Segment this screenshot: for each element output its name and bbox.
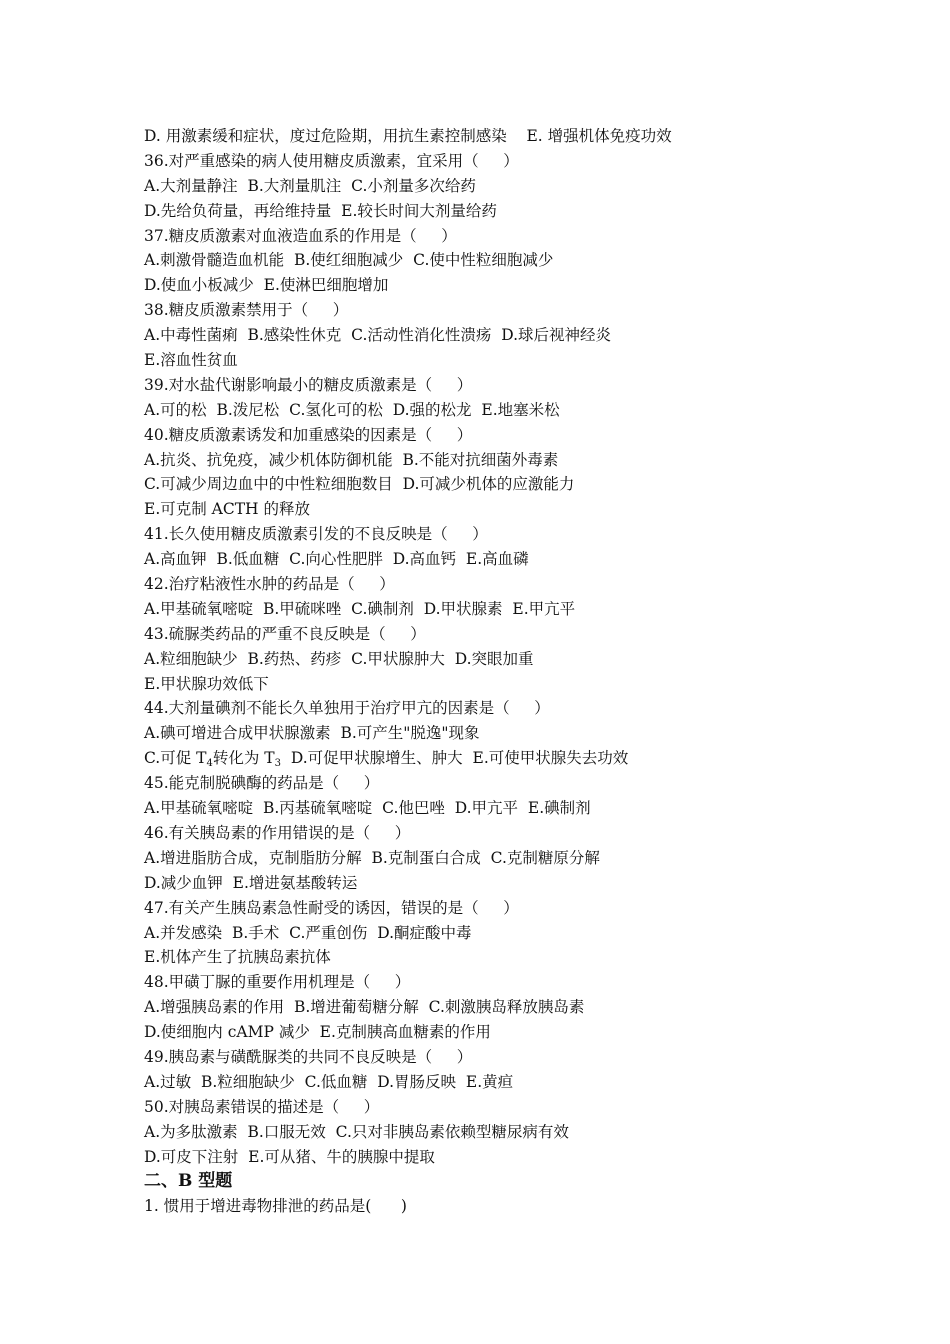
question-49: 49.胰岛素与磺酰脲类的共同不良反映是（ ） <box>144 1047 473 1066</box>
options-50-b: D.可皮下注射 E.可从猪、牛的胰腺中提取 <box>144 1147 435 1166</box>
options-45: A.甲基硫氧嘧啶 B.丙基硫氧嘧啶 C.他巴唑 D.甲亢平 E.碘制剂 <box>144 799 591 818</box>
options-36-a: A.大剂量静注 B.大剂量肌注 C.小剂量多次给药 <box>144 176 476 195</box>
document-body <box>144 124 844 1219</box>
question-41: 41.长久使用糖皮质激素引发的不良反映是（ ） <box>144 525 488 544</box>
question-36: 36.对严重感染的病人使用糖皮质激素，宜采用（ ） <box>144 151 519 170</box>
question-40: 40.糖皮质激素诱发和加重感染的因素是（ ） <box>144 425 473 444</box>
options-43-a: A.粒细胞缺少 B.药热、药疹 C.甲状腺肿大 D.突眼加重 <box>144 649 534 668</box>
options-42: A.甲基硫氧嘧啶 B.甲硫咪唑 C.碘制剂 D.甲状腺素 E.甲亢平 <box>144 599 576 618</box>
options-44-a: A.碘可增进合成甲状腺激素 B.可产生"脱逸"现象 <box>144 724 480 743</box>
options-38-a: A.中毒性菌痢 B.感染性休克 C.活动性消化性溃疡 D.球后视神经炎 <box>144 326 612 345</box>
question-37: 37.糖皮质激素对血液造血系的作用是（ ） <box>144 226 457 245</box>
question-39: 39.对水盐代谢影响最小的糖皮质激素是（ ） <box>144 375 473 394</box>
subscript-4: 4 <box>206 758 213 770</box>
question-42: 42.治疗粘液性水肿的药品是（ ） <box>144 575 395 594</box>
options-36-b: D.先给负荷量，再给维持量 E.较长时间大剂量给药 <box>144 201 497 220</box>
options-44-b-text1: C.可促 T <box>144 749 207 768</box>
options-43-b: E.甲状腺功效低下 <box>144 674 269 693</box>
options-44-b-text2: 转化为 T <box>212 749 275 768</box>
options-40-c: E.可克制 ACTH 的释放 <box>144 500 311 519</box>
options-44-b-text3: D.可促甲状腺增生、肿大 E.可使甲状腺失去功效 <box>281 749 629 768</box>
options-47-a: A.并发感染 B.手术 C.严重创伤 D.酮症酸中毒 <box>144 923 472 942</box>
options-49: A.过敏 B.粒细胞缺少 C.低血糖 D.胃肠反映 E.黄疸 <box>144 1072 514 1091</box>
options-47-b: E.机体产生了抗胰岛素抗体 <box>144 948 331 967</box>
question-38: 38.糖皮质激素禁用于（ ） <box>144 301 349 320</box>
options-39: A.可的松 B.泼尼松 C.氢化可的松 D.强的松龙 E.地塞米松 <box>144 400 560 419</box>
options-41: A.高血钾 B.低血糖 C.向心性肥胖 D.高血钙 E.高血磷 <box>144 550 529 569</box>
question-47: 47.有关产生胰岛素急性耐受的诱因，错误的是（ ） <box>144 898 519 917</box>
options-38-b: E.溶血性贫血 <box>144 351 238 370</box>
options-48-b: D.使细胞内 cAMP 减少 E.克制胰高血糖素的作用 <box>144 1023 491 1042</box>
options-37-b: D.使血小板减少 E.使淋巴细胞增加 <box>144 276 389 295</box>
section-heading: 二、B 型题 <box>144 1171 233 1192</box>
options-44-b <box>144 746 844 771</box>
options-50-a: A.为多肽激素 B.口服无效 C.只对非胰岛素依赖型糖尿病有效 <box>144 1122 569 1141</box>
options-40-b: C.可减少周边血中的中性粒细胞数目 D.可减少机体的应激能力 <box>144 475 575 494</box>
question-46: 46.有关胰岛素的作用错误的是（ ） <box>144 823 411 842</box>
subscript-3: 3 <box>274 758 282 770</box>
text-line: D. 用激素缓和症状，度过危险期，用抗生素控制感染 E. 增强机体免疫功效 <box>144 127 672 145</box>
question-b-1: 1. 惯用于增进毒物排泄的药品是( ) <box>144 1197 407 1216</box>
options-48-a: A.增强胰岛素的作用 B.增进葡萄糖分解 C.刺激胰岛释放胰岛素 <box>144 998 585 1017</box>
question-43: 43.硫脲类药品的严重不良反映是（ ） <box>144 624 426 643</box>
options-46-a: A.增进脂肪合成，克制脂肪分解 B.克制蛋白合成 C.克制糖原分解 <box>144 848 600 867</box>
question-45: 45.能克制脱碘酶的药品是（ ） <box>144 774 380 793</box>
options-37-a: A.刺激骨髓造血机能 B.使红细胞减少 C.使中性粒细胞减少 <box>144 251 554 270</box>
question-44: 44.大剂量碘剂不能长久单独用于治疗甲亢的因素是（ ） <box>144 699 550 718</box>
question-50: 50.对胰岛素错误的描述是（ ） <box>144 1097 380 1116</box>
question-48: 48.甲磺丁脲的重要作用机理是（ ） <box>144 973 411 992</box>
options-40-a: A.抗炎、抗免疫，减少机体防御机能 B.不能对抗细菌外毒素 <box>144 450 559 469</box>
options-46-b: D.减少血钾 E.增进氨基酸转运 <box>144 873 358 892</box>
